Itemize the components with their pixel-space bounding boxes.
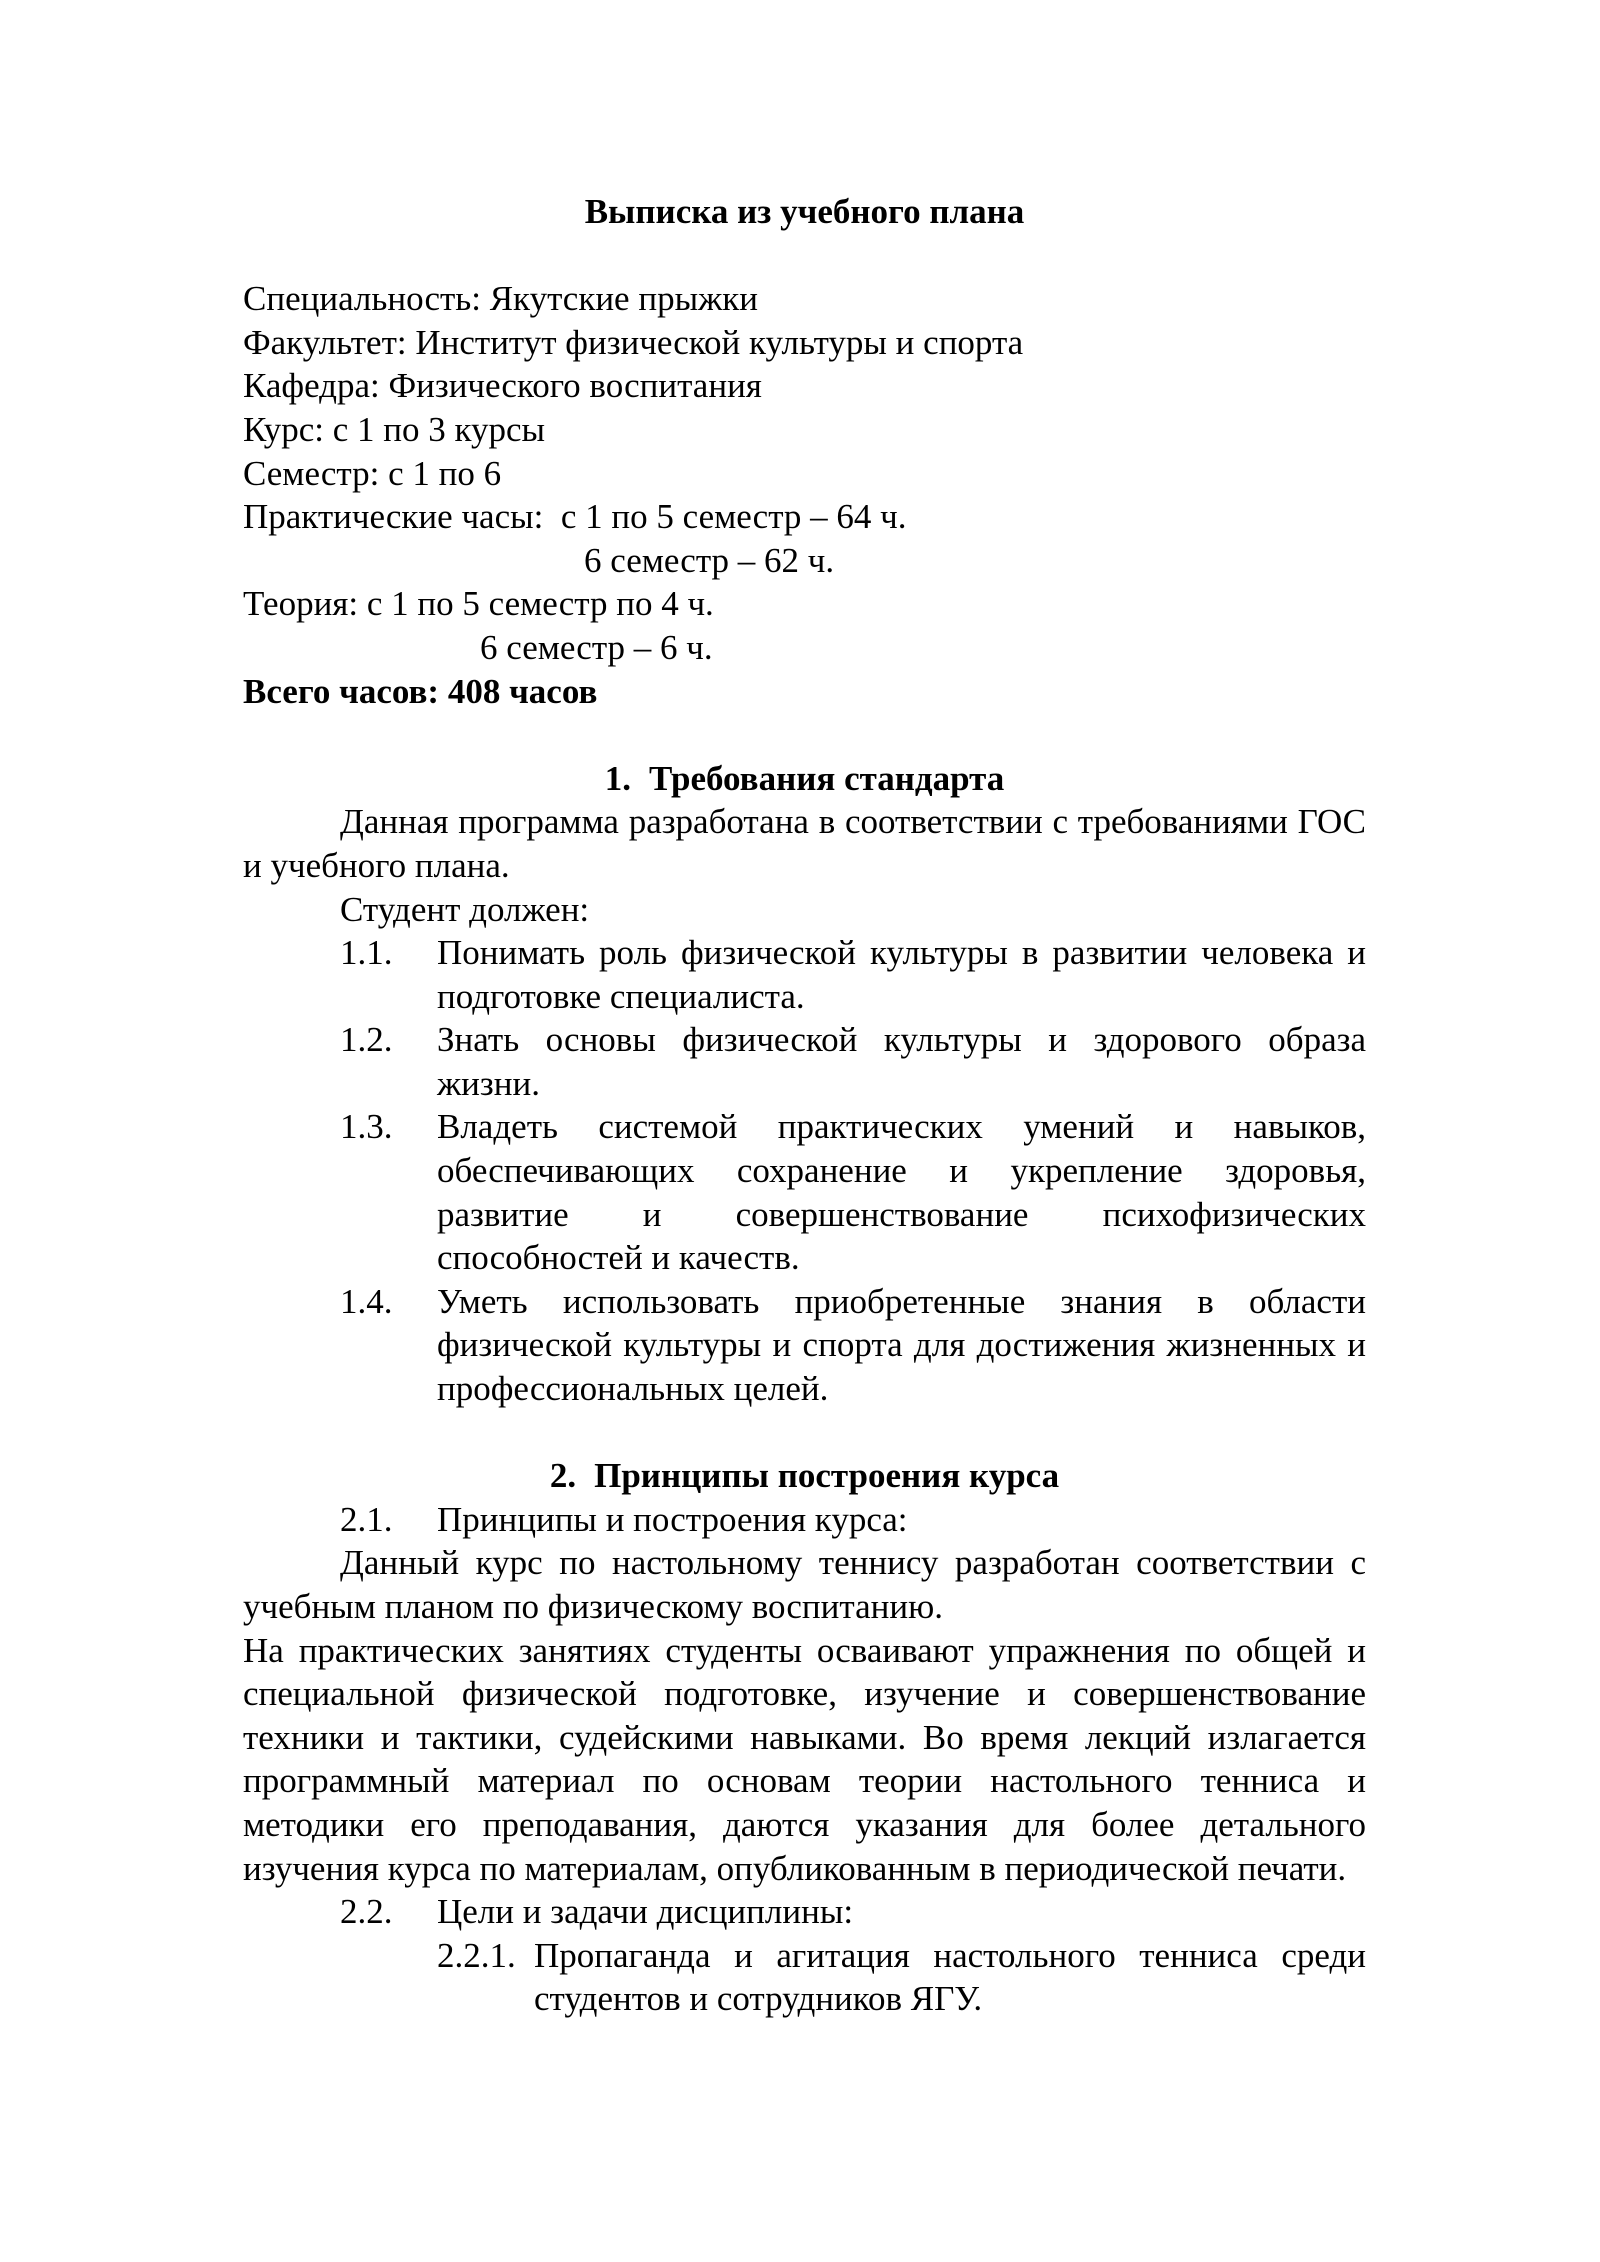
subsection-number: 2.1. [340,1499,393,1539]
specialty-line: Специальность: Якутские прыжки [243,279,759,319]
subsection-2-2 [243,1890,1366,1934]
course-line: Курс: с 1 по 3 курсы [243,409,546,449]
list-item-text: Знать основы физической культуры и здорового образа жизни. [437,1020,1366,1103]
list-item-number: 2.2.1. [437,1935,516,1975]
list-item-text: Пропаганда и агитация настольного тенниса среди студентов и сотрудников ЯГУ. [534,1935,1366,2019]
subsection-text: Цели и задачи дисциплины: [437,1892,854,1932]
list-item [243,931,1366,1018]
practical-hours-continuation: 6 семестр – 62 ч. [584,540,835,580]
list-item [243,1105,1366,1279]
list-item-number: 1.3. [340,1107,393,1147]
subsection-2-1 [243,1498,1366,1542]
list-item-text: Владеть системой практических умений и навыков, обеспечивающих сохранение и укрепление здоровья, развитие и совершенствование психофизических способностей и качеств. [437,1107,1366,1278]
list-item-text: Понимать роль физической культуры в развитии человека и подготовке специалиста. [437,933,1366,1016]
student-must-line: Студент должен: [340,889,590,929]
total-hours-line: Всего часов: 408 часов [243,671,598,711]
theory-line: Теория: с 1 по 5 семестр по 4 ч. [243,584,714,624]
list-item-text: Уметь использовать приобретенные знания в области физической культуры и спорта для достижения жизненных и профессиональных целей. [437,1281,1366,1409]
section-1-number: 1. [604,758,631,798]
list-item [243,1018,1366,1105]
section-2-heading [243,1454,1366,1498]
section-2-number: 2. [549,1456,577,1496]
section-1-intro: Данная программа разработана в соответствии с требованиями ГОС и учебного плана. [243,802,1366,885]
semester-line: Семестр: с 1 по 6 [243,453,502,493]
section-1-title: Требования стандарта [649,758,1005,798]
subsection-number: 2.2. [340,1892,393,1932]
section-2-paragraph-2: На практических занятиях студенты осваивают упражнения по общей и специальной физической подготовке, изучение и совершенствование техники и тактики, судейскими навыками. Во время лекций излагается программный материал по основам теории настольного тенниса и методики его преподавания, даются указания для более детального изучения курса по материалам, опубликованным в периодической печати. [243,1630,1366,1888]
faculty-line: Факультет: Институт физической культуры и спорта [243,322,1024,362]
list-item [243,1280,1366,1411]
theory-continuation: 6 семестр – 6 ч. [480,627,713,667]
section-2-title: Принципы построения курса [594,1456,1060,1496]
subsection-text: Принципы и построения курса: [437,1499,908,1539]
list-item-number: 1.4. [340,1281,393,1321]
section-1-heading [243,757,1366,801]
list-item-number: 1.1. [340,933,393,973]
department-line: Кафедра: Физического воспитания [243,366,762,406]
document-title: Выписка из учебного плана [584,192,1025,231]
list-item [243,1934,1366,2021]
section-2-paragraph-1: Данный курс по настольному теннису разработан соответствии с учебным планом по физическому воспитанию. [243,1543,1366,1626]
list-item-number: 1.2. [340,1020,393,1060]
document-page [243,190,1366,2021]
practical-hours-line: Практические часы: с 1 по 5 семестр – 64 ч. [243,497,907,537]
